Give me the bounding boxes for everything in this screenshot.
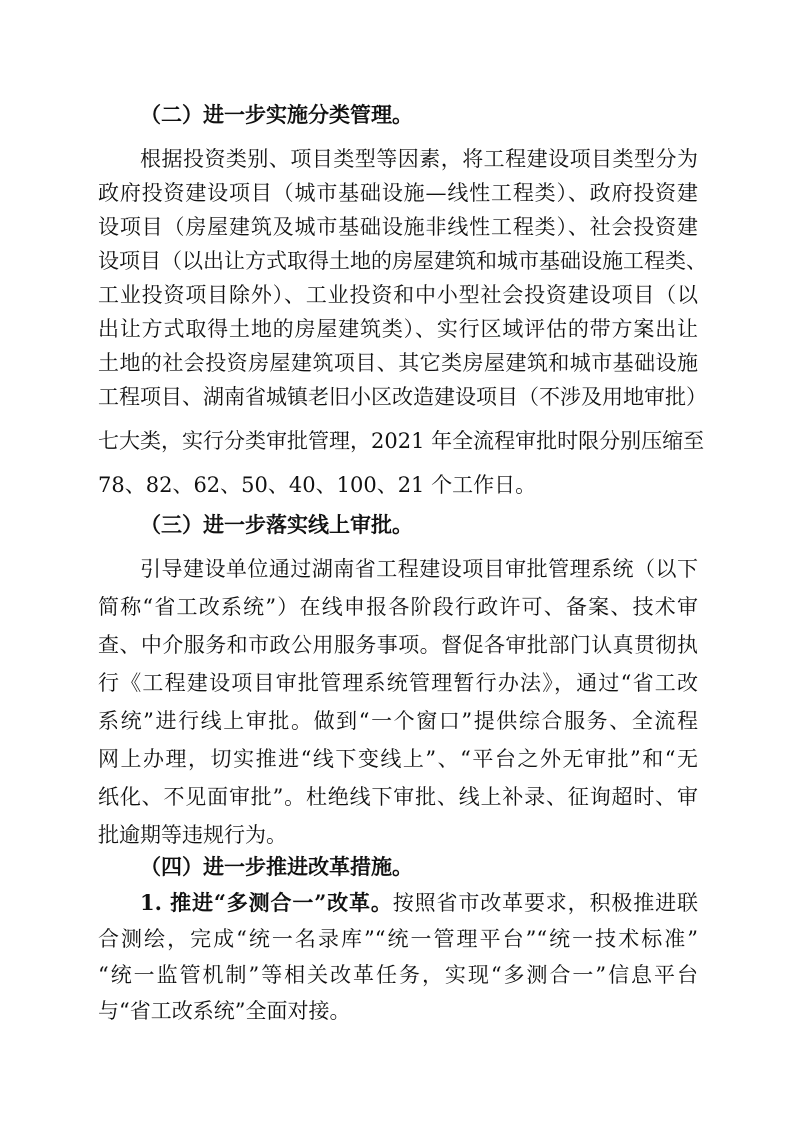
paragraph-line: 查、中介服务和市政公用服务事项。督促各审批部门认真贯彻执	[98, 633, 698, 657]
paragraph-line	[140, 888, 698, 918]
section-heading-2: （二）进一步实施分类管理。	[140, 102, 413, 127]
paragraph-line: 根据投资类别、项目类型等因素，将工程建设项目类型分为	[140, 147, 698, 171]
paragraph-text: 按照省市改革要求，积极推进联	[392, 891, 698, 915]
paragraph-line: 批逾期等违规行为。	[98, 823, 287, 847]
paragraph-line: 系统”进行线上审批。做到“一个窗口”提供综合服务、全流程	[98, 709, 698, 733]
paragraph-line: 简称“省工改系统”）在线申报各阶段行政许可、备案、技术审	[98, 595, 698, 619]
section-heading-4: （四）进一步推进改革措施。	[140, 854, 413, 879]
paragraph-line: 行《工程建设项目审批管理系统管理暂行办法》，通过“省工改	[98, 671, 698, 695]
paragraph-line: 引导建设单位通过湖南省工程建设项目审批管理系统（以下	[140, 557, 698, 581]
paragraph-line: 工程项目、湖南省城镇老旧小区改造建设项目（不涉及用地审批）	[98, 385, 707, 409]
paragraph-line: 出让方式取得土地的房屋建筑类）、实行区域评估的带方案出让	[98, 317, 698, 341]
paragraph-line: 与“省工改系统”全面对接。	[98, 999, 351, 1023]
paragraph-line: 七大类，实行分类审批管理，2021 年全流程审批时限分别压缩至	[98, 429, 705, 453]
paragraph-line: 纸化、不见面审批”。杜绝线下审批、线上补录、征询超时、审	[98, 785, 698, 809]
paragraph-line: 土地的社会投资房屋建筑项目、其它类房屋建筑和城市基础设施	[98, 351, 698, 375]
paragraph-line: “统一监管机制”等相关改革任务，实现“多测合一”信息平台	[98, 963, 698, 987]
subsection-title: 1. 推进“多测合一”改革。	[140, 890, 393, 915]
paragraph-line: 政府投资建设项目（城市基础设施—线性工程类）、政府投资建	[98, 181, 698, 205]
section-heading-3: （三）进一步落实线上审批。	[140, 512, 413, 537]
paragraph-line: 工业投资项目除外）、工业投资和中小型社会投资建设项目（以	[98, 283, 698, 307]
paragraph-line: 设项目（以出让方式取得土地的房屋建筑和城市基础设施工程类、	[98, 249, 707, 273]
paragraph-line: 合测绘，完成“统一名录库”“统一管理平台”“统一技术标准”	[98, 927, 698, 951]
paragraph-line: 设项目（房屋建筑及城市基础设施非线性工程类）、社会投资建	[98, 215, 698, 239]
paragraph-line: 网上办理，切实推进“线下变线上”、“平台之外无审批”和“无	[98, 747, 698, 771]
paragraph-line: 78、82、62、50、40、100、21 个工作日。	[98, 473, 537, 497]
